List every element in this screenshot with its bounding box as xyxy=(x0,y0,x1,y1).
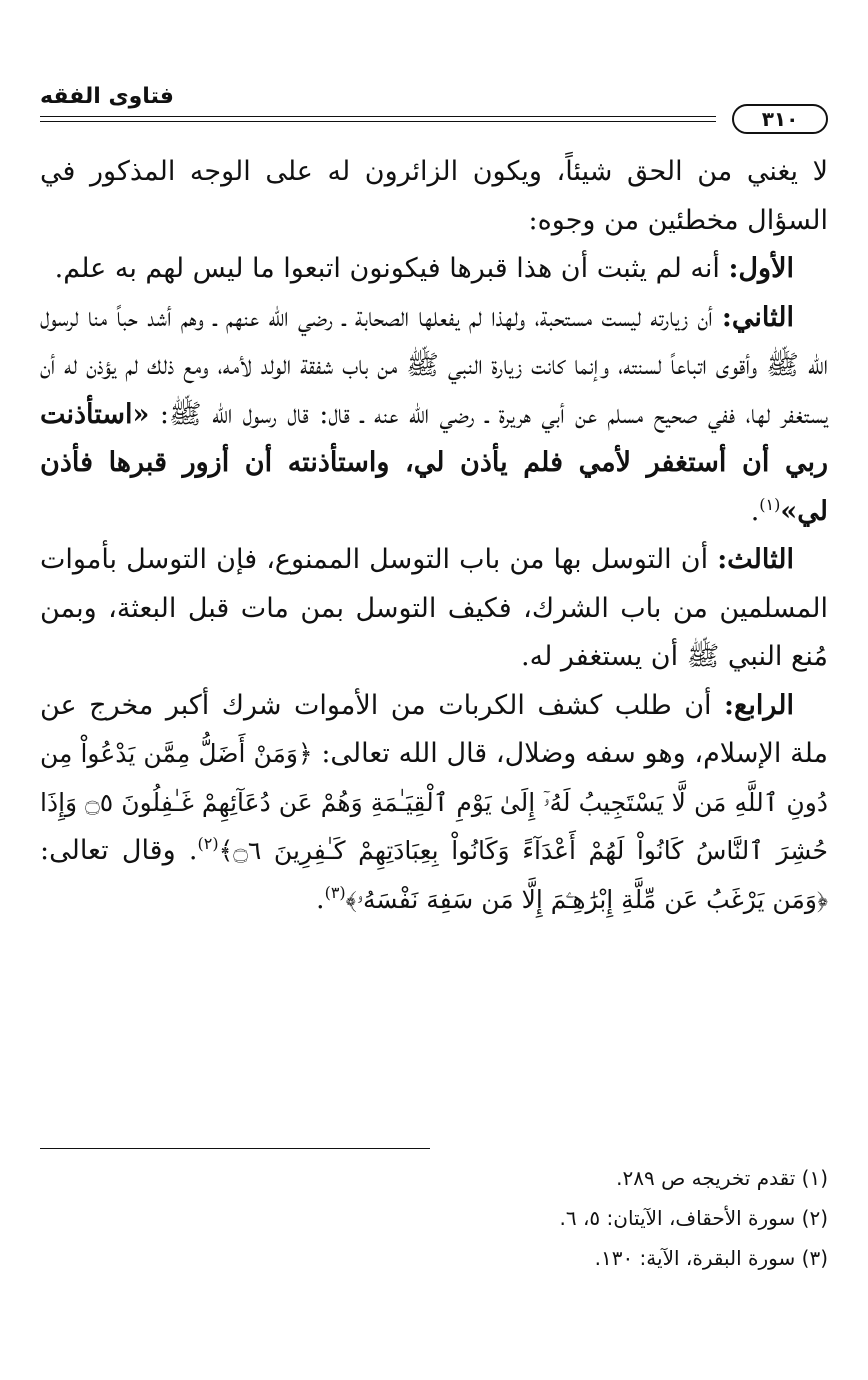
point-label-fourth: الرابع: xyxy=(724,689,794,721)
point-label-third: الثالث: xyxy=(717,544,794,575)
header-rule xyxy=(40,116,716,117)
quran-verse-1: ﴿وَمَنْ أَضَلُّ مِمَّن يَدْعُواْ مِن دُونِ ٱللَّهِ مَن لَّا يَسْتَجِيبُ لَهُۥٓ إِلَىٰ يَوْمِ ٱلْقِيَـٰمَةِ وَهُمْ عَن دُعَآئِهِمْ غَـٰفِلُونَ ۝٥ وَإِذَا حُشِرَ ٱلنَّاسُ كَانُواْ لَهُمْ أَعْدَآءً وَكَانُواْ بِعِبَادَتِهِمْ كَـٰفِرِينَ ۝٦﴾ xyxy=(40,739,828,865)
footnote-ref-1: (١) xyxy=(759,494,781,514)
book-title: فتاوى الفقه xyxy=(40,84,174,109)
footnote-3: (٣) سورة البقرة، الآية: ١٣٠. xyxy=(594,1246,828,1270)
main-text xyxy=(40,148,828,924)
page-header xyxy=(40,84,828,131)
point-text-fourth-cont: . وقال تعالى: xyxy=(40,835,198,866)
point-text-third: أن التوسل بها من باب التوسل الممنوع، فإن التوسل بأموات المسلمين من باب الشرك، فكيف التوسل بمن مات قبل البعثة، وبمن مُنع النبي ﷺ أن يستغفر له. xyxy=(40,544,828,672)
point-label-first: الأول: xyxy=(728,253,794,284)
point-label-second: الثاني: xyxy=(721,301,794,333)
point-text-first: أنه لم يثبت أن هذا قبرها فيكونون اتبعوا ما ليس لهم به علم. xyxy=(54,253,729,284)
paragraph-third xyxy=(40,536,828,682)
sentence-end: . xyxy=(750,495,760,527)
hadith-quote: «استأذنت ربي أن أستغفر لأمي فلم يأذن لي، واستأذنته أن أزور قبرها فأذن لي» xyxy=(40,398,828,527)
sentence-end: . xyxy=(315,883,325,915)
header-rule xyxy=(40,121,716,122)
footnote-ref-3: (٣) xyxy=(324,882,346,902)
point-text-fourth: أن طلب كشف الكربات من الأموات شرك أكبر مخرج عن ملة الإسلام، وهو سفه وضلال، قال الله تعالى: xyxy=(40,689,828,769)
footnote-ref-2: (٢) xyxy=(197,834,219,853)
paragraph-second xyxy=(40,294,828,537)
quran-verse-2: ﴿وَمَن يَرْغَبُ عَن مِّلَّةِ إِبْرَٰهِـۧمَ إِلَّا مَن سَفِهَ نَفْسَهُۥ﴾ xyxy=(345,884,828,914)
paragraph-intro: لا يغني من الحق شيئاً، ويكون الزائرون له على الوجه المذكور في السؤال مخطئين من وجوه: xyxy=(40,156,828,236)
paragraph-first xyxy=(40,245,828,294)
point-text-second: أن زيارته ليست مستحبة، ولهذا لم يفعلها الصحابة ـ رضي الله عنهم ـ وهم أشد حباً منا لرسول الله ﷺ وأقوى اتباعاً لسنته، وإنما كانت زيارة النبي ﷺ من باب شفقة الولد لأمه، ومع ذلك لم يؤذن له أن يستغفر لها، ففي صحيح مسلم عن أبي هريرة ـ رضي الله عنه ـ قال: قال رسول الله ﷺ: xyxy=(40,301,828,430)
footnote-separator xyxy=(40,1148,430,1149)
page-number: ٣١٠ xyxy=(732,104,828,134)
footnote-1: (١) تقدم تخريجه ص ٢٨٩. xyxy=(616,1166,828,1190)
footnote-2: (٢) سورة الأحقاف، الآيتان: ٥، ٦. xyxy=(559,1206,828,1230)
footnotes xyxy=(40,1158,828,1278)
paragraph-fourth xyxy=(40,682,828,925)
